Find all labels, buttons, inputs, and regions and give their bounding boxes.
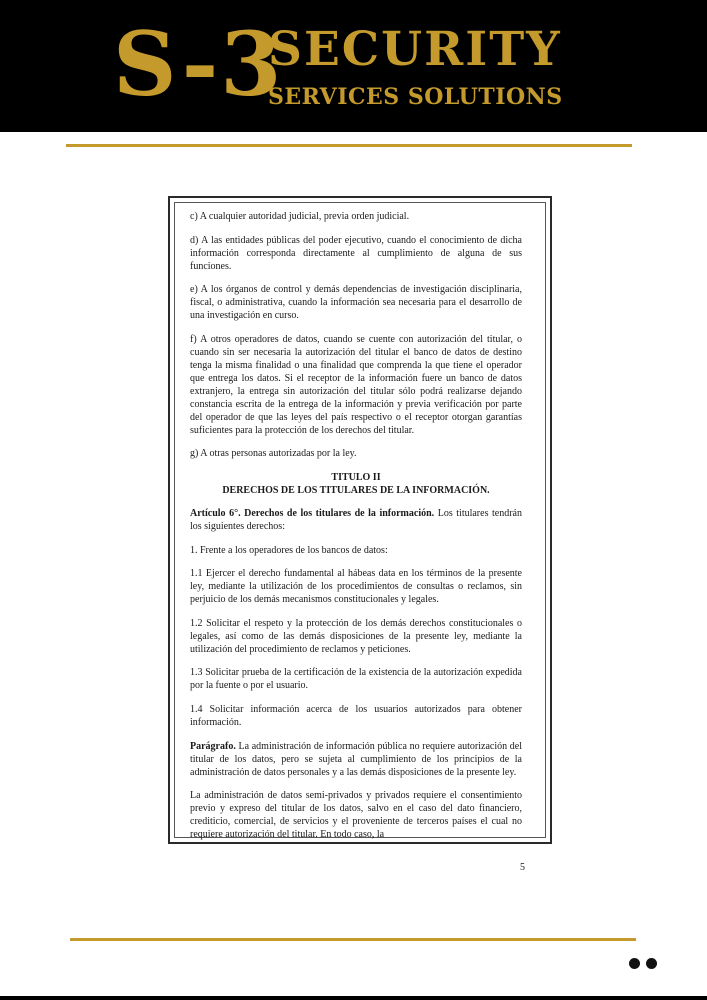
paragraph-f: f) A otros operadores de datos, cuando se cuente con autorización del titular, o cuando sin ser necesaria la autorización del titular el banco de datos de destino tenga la misma finalidad o una finalidad que comprenda la que tiene el operador que entrega los datos. Si el receptor de la información fuere un banco de datos extranjero, la entrega sin autorización del titular sólo podrá realizarse dejando constancia escrita de la entrega de la información y previa verificación por parte del operador de que las leyes del país respectivo o el receptor otorgan garantías suficientes para la protección de los derechos del titular. [190,333,522,436]
article-text: Los titulares tendrán los siguientes derechos: [190,507,522,532]
page-number: 5 [520,862,525,873]
item-1-3: 1.3 Solicitar prueba de la certificación de la existencia de la autorización expedida por la fuente o por el usuario. [190,667,522,692]
nav-dot-icon[interactable] [629,958,640,969]
item-1-4: 1.4 Solicitar información acerca de los usuarios autorizados para obtener información. [190,703,522,728]
article-heading: Artículo 6°. Derechos de los titulares de la información. [190,507,435,519]
logo-word: SECURITY [268,22,562,77]
page-nav-dots[interactable] [629,958,657,969]
paragraph-g: g) A otras personas autorizadas por la ley. [190,448,357,460]
header-banner [0,0,707,132]
title-line-2: DERECHOS DE LOS TITULARES DE LA INFORMACIÓN. [222,484,490,496]
item-1-2: 1.2 Solicitar el respeto y la protección de los demás derechos constitucionales o legales, así como de las demás disposiciones de la presente ley, mediante la utilización del procedimiento de reclamos y peticiones. [190,617,522,655]
paragrafo-text: La administración de información pública no requiere autorización del titular de los datos, pero se sujeta al cumplimiento de los principios de la administración de datos personales y a las demás disposiciones de la presente ley. [190,740,522,778]
article-6 [190,507,522,533]
paragrafo-label: Parágrafo. [190,740,236,752]
item-1: 1. Frente a los operadores de los bancos de datos: [190,544,388,556]
paragrafo [190,740,522,779]
nav-dot-icon[interactable] [646,958,657,969]
last-paragraph: La administración de datos semi-privados y privados requiere el consentimiento previo y expreso del titular de los datos, salvo en el caso del dato financiero, crediticio, comercial, de servicios y el proveniente de terceros países el cual no requiere autorización del titular. En todo caso, la [190,790,522,841]
paragraph-e: e) A los órganos de control y demás dependencias de investigación disciplinaria, fiscal, o administrativa, cuando la información sea necesaria para el desarrollo de una investigación en curso. [190,284,522,322]
document-text [190,210,522,852]
footer-bar [0,996,707,1000]
top-divider [66,144,632,147]
item-1-1: 1.1 Ejercer el derecho fundamental al hábeas data en los términos de la presente ley, mediante la utilización de los procedimientos de consultas o reclamos, sin perjuicio de los demás mecanismos constitucionales y legales. [190,568,522,606]
title-block [190,471,522,497]
document-scan [168,196,552,844]
logo-subtitle: SERVICES SOLUTIONS [268,84,563,110]
logo-mark: S-3 [113,12,284,116]
title-line-1: TITULO II [331,471,381,483]
paragraph-d: d) A las entidades públicas del poder ejecutivo, cuando el conocimiento de dicha información corresponda directamente al cumplimiento de alguna de sus funciones. [190,234,522,272]
bottom-divider [70,938,636,941]
paragraph-c: c) A cualquier autoridad judicial, previa orden judicial. [190,211,410,222]
